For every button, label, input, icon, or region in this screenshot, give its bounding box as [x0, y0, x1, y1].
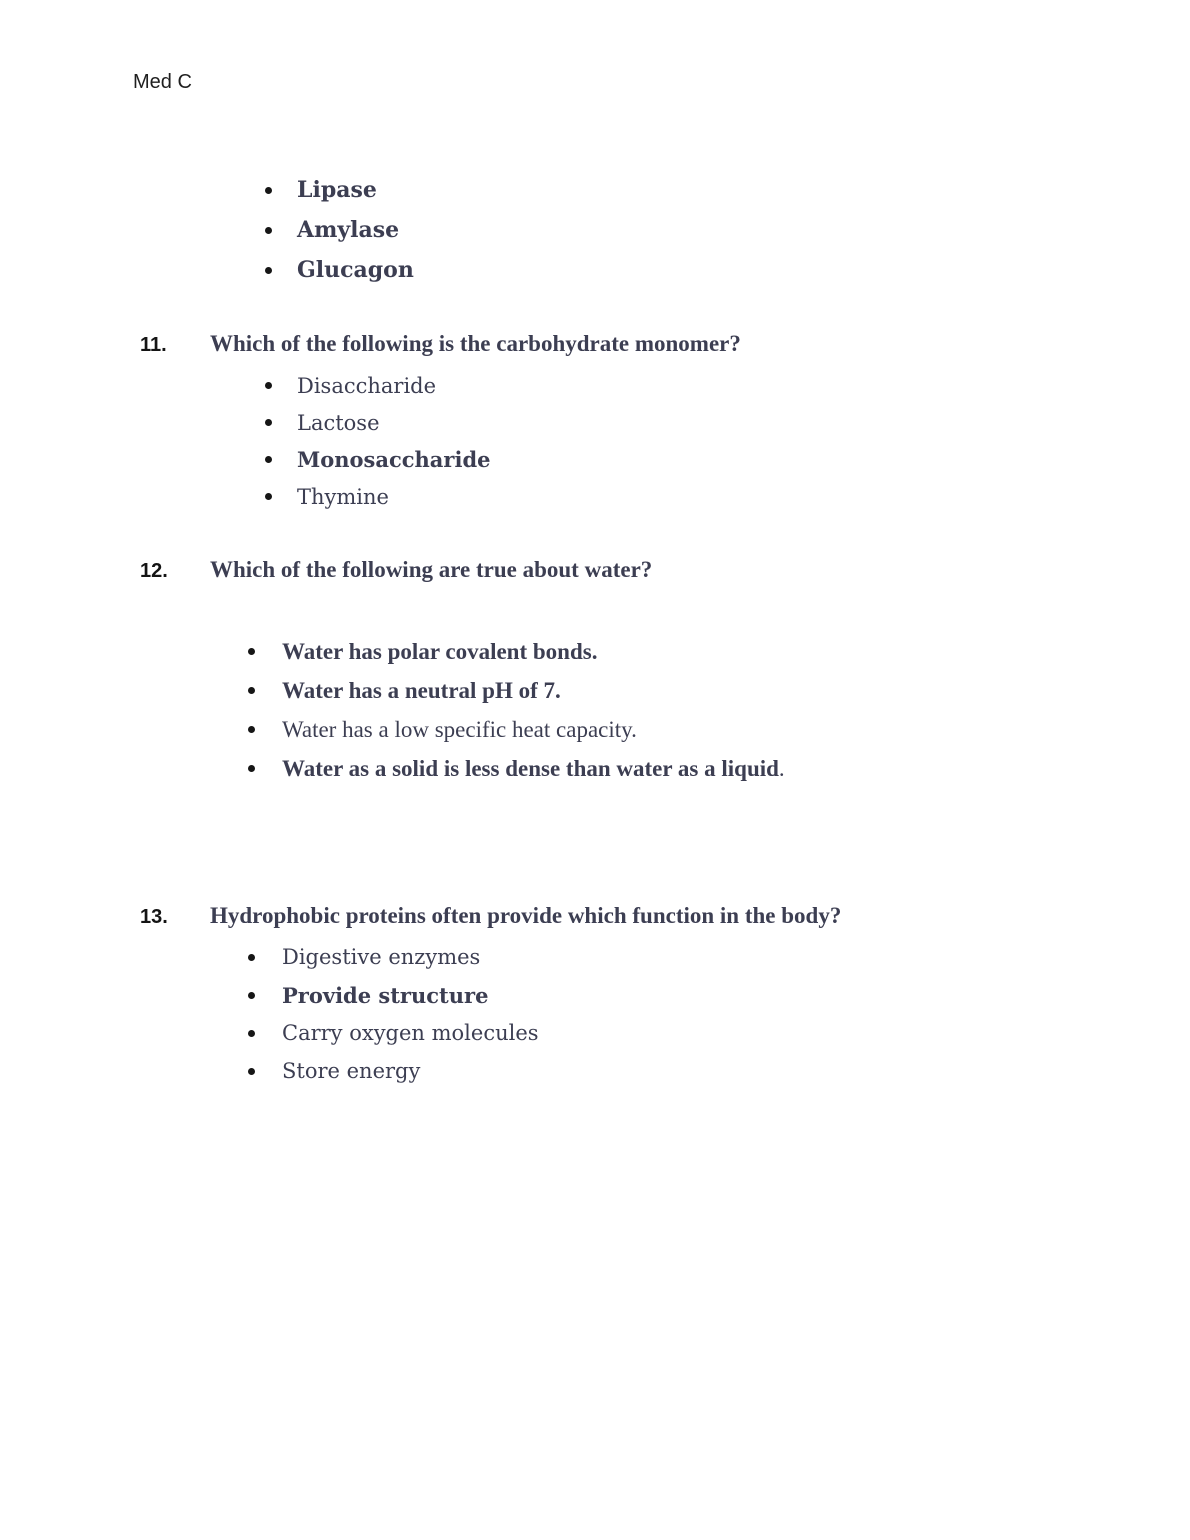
- question-number: 12.: [140, 560, 168, 582]
- document-header-title: Med C: [133, 71, 192, 93]
- answer-option-label: Carry oxygen molecules: [282, 1021, 539, 1045]
- list-item: [265, 404, 491, 441]
- bullet-dot-icon: [248, 648, 255, 655]
- question-13: [140, 901, 841, 931]
- bullet-dot-icon: [265, 227, 272, 234]
- bullet-dot-icon: [248, 687, 255, 694]
- question-number: 13.: [140, 906, 168, 928]
- answer-option-label: Glucagon: [297, 257, 414, 283]
- list-item: [265, 170, 414, 210]
- list-item: [265, 367, 491, 404]
- bullet-dot-icon: [265, 456, 272, 463]
- question-12: [140, 555, 652, 585]
- answer-option-label: Water has polar covalent bonds.: [282, 638, 598, 664]
- bullet-dot-icon: [248, 726, 255, 733]
- answer-option-label: Store energy: [282, 1059, 421, 1083]
- answer-option-label: Lactose: [297, 410, 380, 435]
- question-12-options: [248, 632, 785, 788]
- bullet-dot-icon: [265, 187, 272, 194]
- bullet-dot-icon: [248, 765, 255, 772]
- list-item: [265, 441, 491, 478]
- question-prompt: Hydrophobic proteins often provide which function in the body?: [210, 903, 842, 928]
- answer-option-label: Disaccharide: [297, 373, 437, 398]
- bullet-dot-icon: [248, 1030, 255, 1037]
- bullet-dot-icon: [265, 493, 272, 500]
- list-item: [248, 976, 539, 1014]
- question-prompt: Which of the following are true about water?: [210, 557, 653, 582]
- answer-option-label: Digestive enzymes: [282, 945, 481, 969]
- answer-option-label: Monosaccharide: [297, 447, 491, 472]
- answer-option-label: Water has a low specific heat capacity.: [282, 716, 637, 742]
- answer-option-label: Thymine: [297, 484, 389, 509]
- list-item: [248, 710, 785, 749]
- list-item: [265, 250, 414, 290]
- intro-answer-list: [265, 170, 414, 290]
- list-item: [248, 671, 785, 710]
- question-11: [140, 329, 741, 359]
- answer-option-label: Amylase: [297, 217, 400, 243]
- bullet-dot-icon: [265, 419, 272, 426]
- list-item: [265, 478, 491, 515]
- list-item: [248, 749, 785, 788]
- list-item: [248, 632, 785, 671]
- bullet-dot-icon: [248, 954, 255, 961]
- list-item: [248, 938, 539, 976]
- question-number: 11.: [140, 334, 167, 356]
- bullet-dot-icon: [265, 382, 272, 389]
- answer-option-label: Provide structure: [282, 982, 489, 1008]
- question-11-options: [265, 367, 491, 515]
- answer-option-label: Water as a solid is less dense than water as a liquid: [282, 755, 779, 781]
- list-item: [265, 210, 414, 250]
- bullet-dot-icon: [248, 1068, 255, 1075]
- list-item: [248, 1052, 539, 1090]
- question-prompt: Which of the following is the carbohydrate monomer?: [210, 331, 741, 356]
- answer-option-label: Lipase: [297, 177, 377, 203]
- question-13-options: [248, 938, 539, 1090]
- bullet-dot-icon: [265, 267, 272, 274]
- answer-option-label: Water has a neutral pH of 7.: [282, 677, 561, 703]
- answer-option-suffix: .: [778, 755, 785, 781]
- bullet-dot-icon: [248, 992, 255, 999]
- list-item: [248, 1014, 539, 1052]
